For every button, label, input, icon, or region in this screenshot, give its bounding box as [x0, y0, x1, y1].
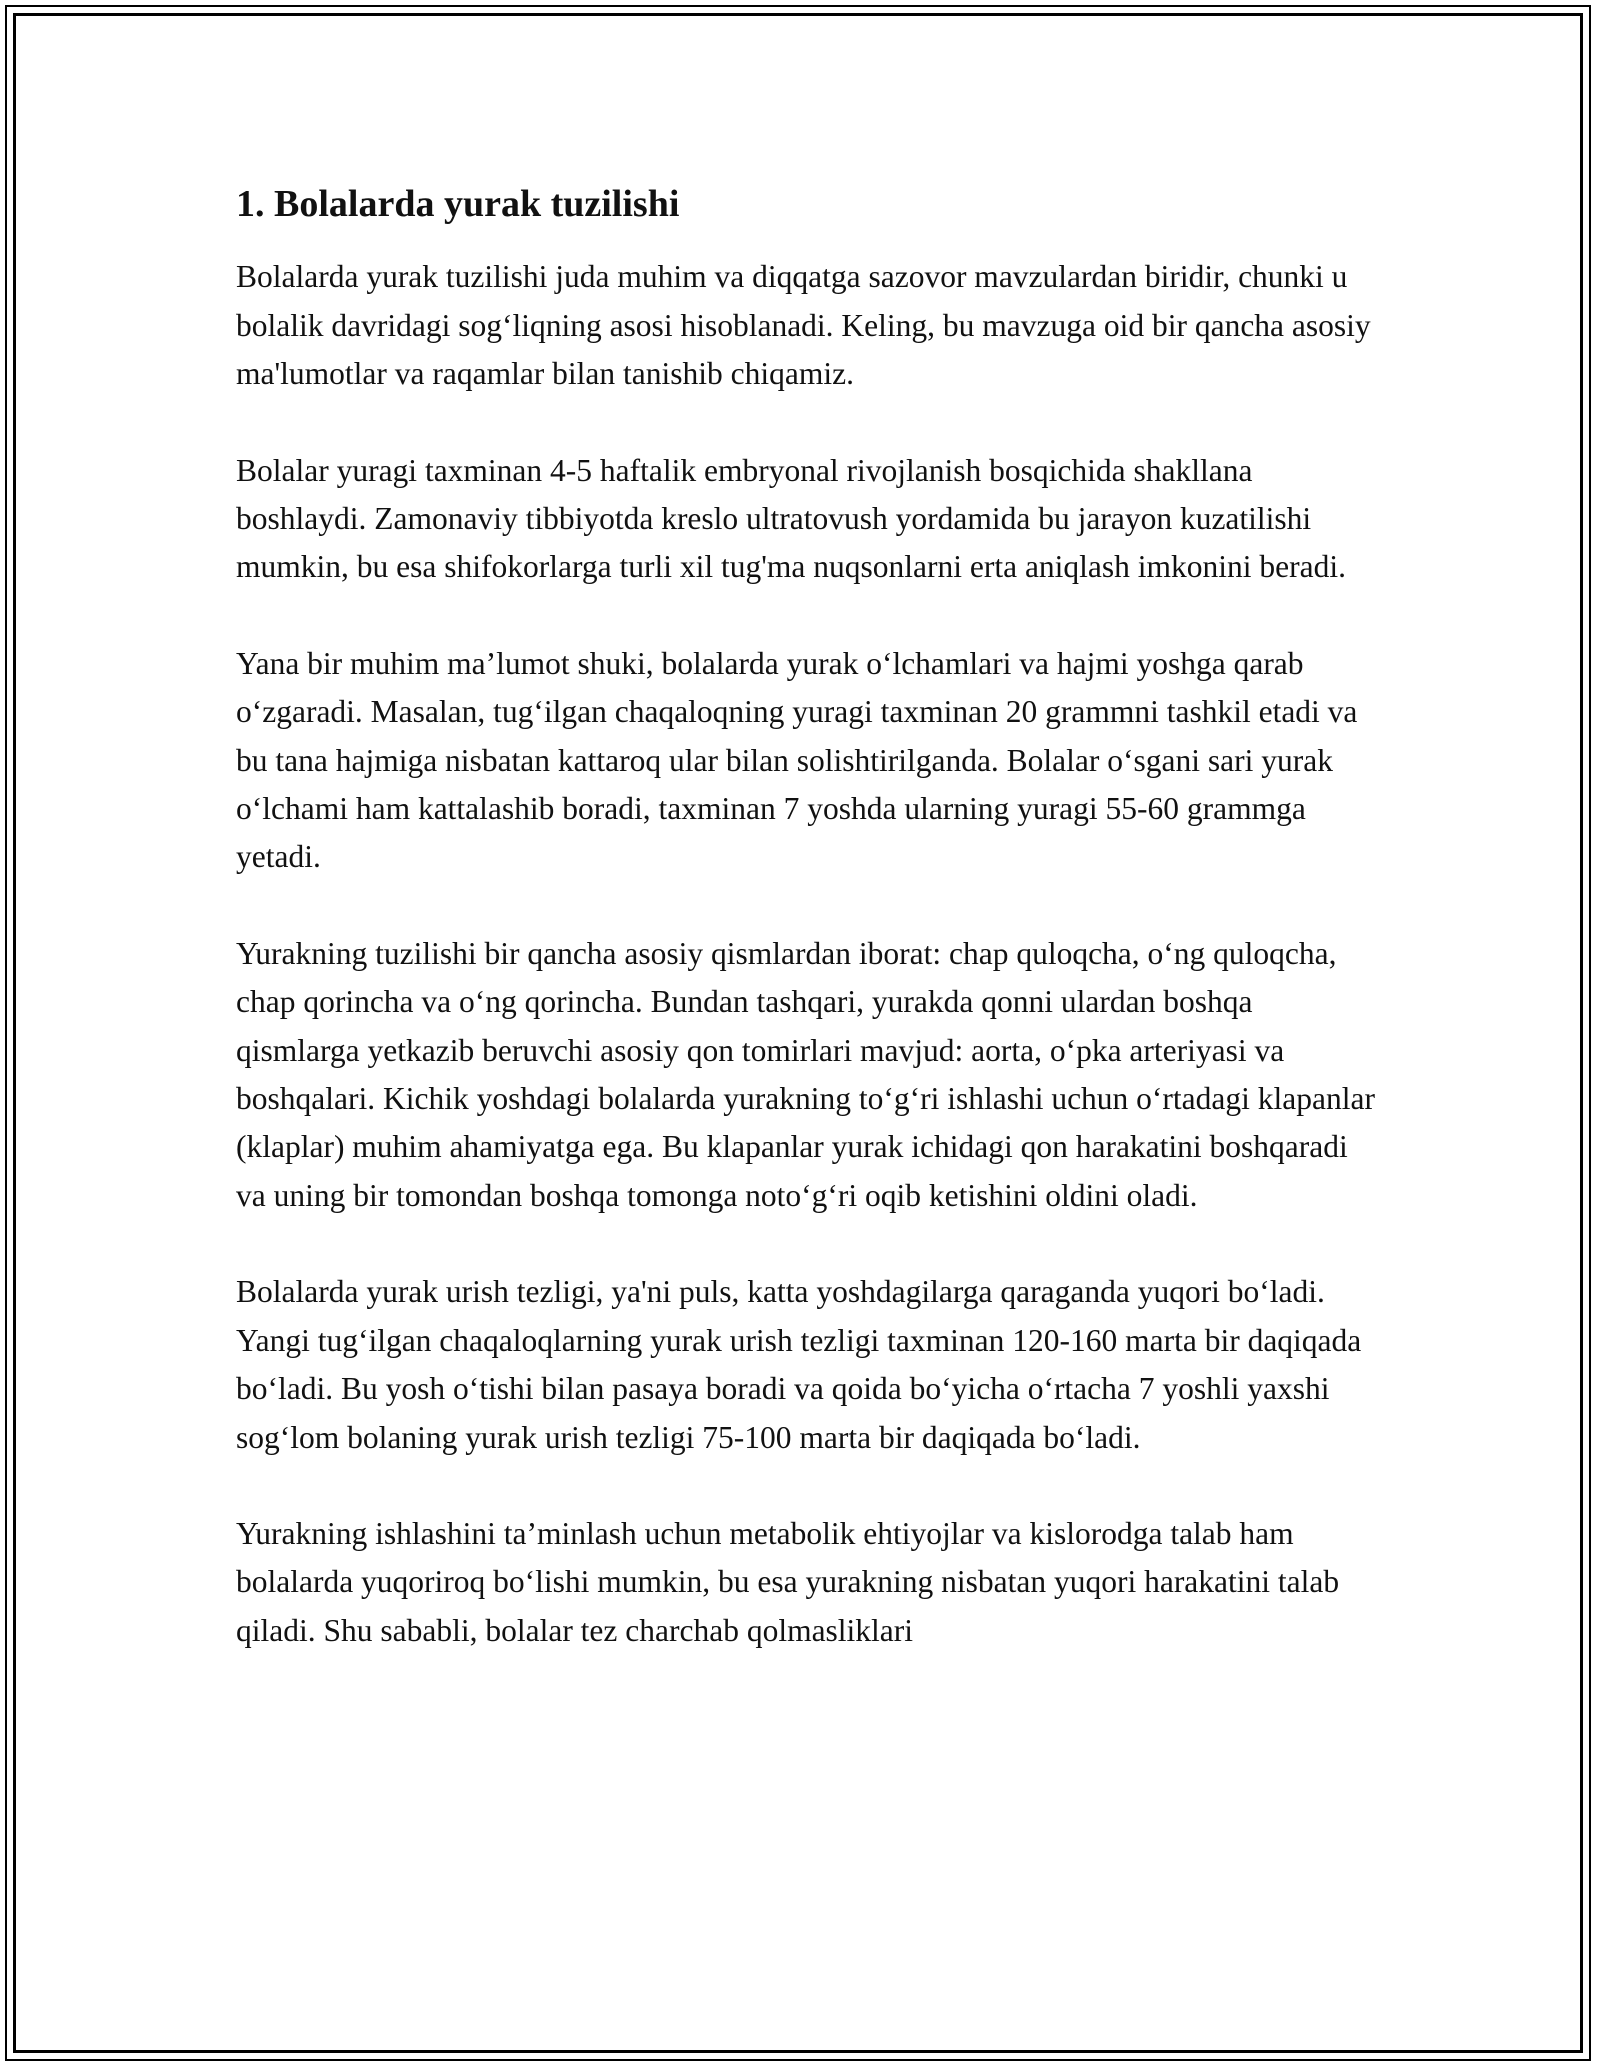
paragraph-heart-structure: Yurakning tuzilishi bir qancha asosiy qismlardan iborat: chap quloqcha, o‘ng quloqcha, chap qorincha va o‘ng qorincha. Bundan tashqari, yurakda qonni ulardan boshqa qismlarga yetkazib beruvchi asosiy qon tomirlari mavjud: aorta, o‘pka arteriyasi va boshqalari. Kichik yoshdagi bolalarda yurakning to‘g‘ri ishlashi uchun o‘rtadagi klapanlar (klaplar) muhim ahamiyatga ega. Bu klapanlar yurak ichidagi qon harakatini boshqaradi va uning bir tomondan boshqa tomonga noto‘g‘ri oqib ketishini oldini oladi. — [236, 935, 1375, 1213]
paragraph-embryonic-development: Bolalar yuragi taxminan 4-5 haftalik embryonal rivojlanish bosqichida shakllana boshlaydi. Zamonaviy tibbiyotda kreslo ultratovush yordamida bu jarayon kuzatilishi mumkin, bu esa shifokorlarga turli xil tug'ma nuqsonlarni erta aniqlash imkonini beradi. — [236, 452, 1347, 585]
paragraph-intro: Bolalarda yurak tuzilishi juda muhim va diqqatga sazovor mavzulardan biridir, chunki u bolalik davridagi sog‘liqning asosi hisoblanadi. Keling, bu mavzuga oid bir qancha asosiy ma'lumotlar va raqamlar bilan tanishib chiqamiz. — [236, 259, 1371, 392]
section-heading: 1. Bolalarda yurak tuzilishi — [236, 183, 680, 225]
paragraph-heart-rate: Bolalarda yurak urish tezligi, ya'ni puls, katta yoshdagilarga qaraganda yuqori bo‘ladi. Yangi tug‘ilgan chaqaloqlarning yurak urish tezligi taxminan 120-160 marta bir daqiqada bo‘ladi. Bu yosh o‘tishi bilan pasaya boradi va qoida bo‘yicha o‘rtacha 7 yoshli yaxshi sog‘lom bolaning yurak urish tezligi 75-100 marta bir daqiqada bo‘ladi. — [236, 1274, 1362, 1455]
paragraph-metabolic-needs: Yurakning ishlashini ta’minlash uchun metabolik ehtiyojlar va kislorodga talab ham bolalarda yuqoriroq bo‘lishi mumkin, bu esa yurakning nisbatan yuqori harakatini talab qiladi. Shu sababli, bolalar tez charchab qolmasliklari — [236, 1515, 1340, 1648]
paragraph-heart-size: Yana bir muhim ma’lumot shuki, bolalarda yurak o‘lchamlari va hajmi yoshga qarab o‘zgaradi. Masalan, tug‘ilgan chaqaloqning yuragi taxminan 20 grammni tashkil etadi va bu tana hajmiga nisbatan kattaroq ular bilan solishtirilganda. Bolalar o‘sgani sari yurak o‘lchami ham kattalashib boradi, taxminan 7 yoshda ularning yuragi 55-60 grammga yetadi. — [236, 645, 1358, 875]
document-body — [236, 180, 1376, 1703]
